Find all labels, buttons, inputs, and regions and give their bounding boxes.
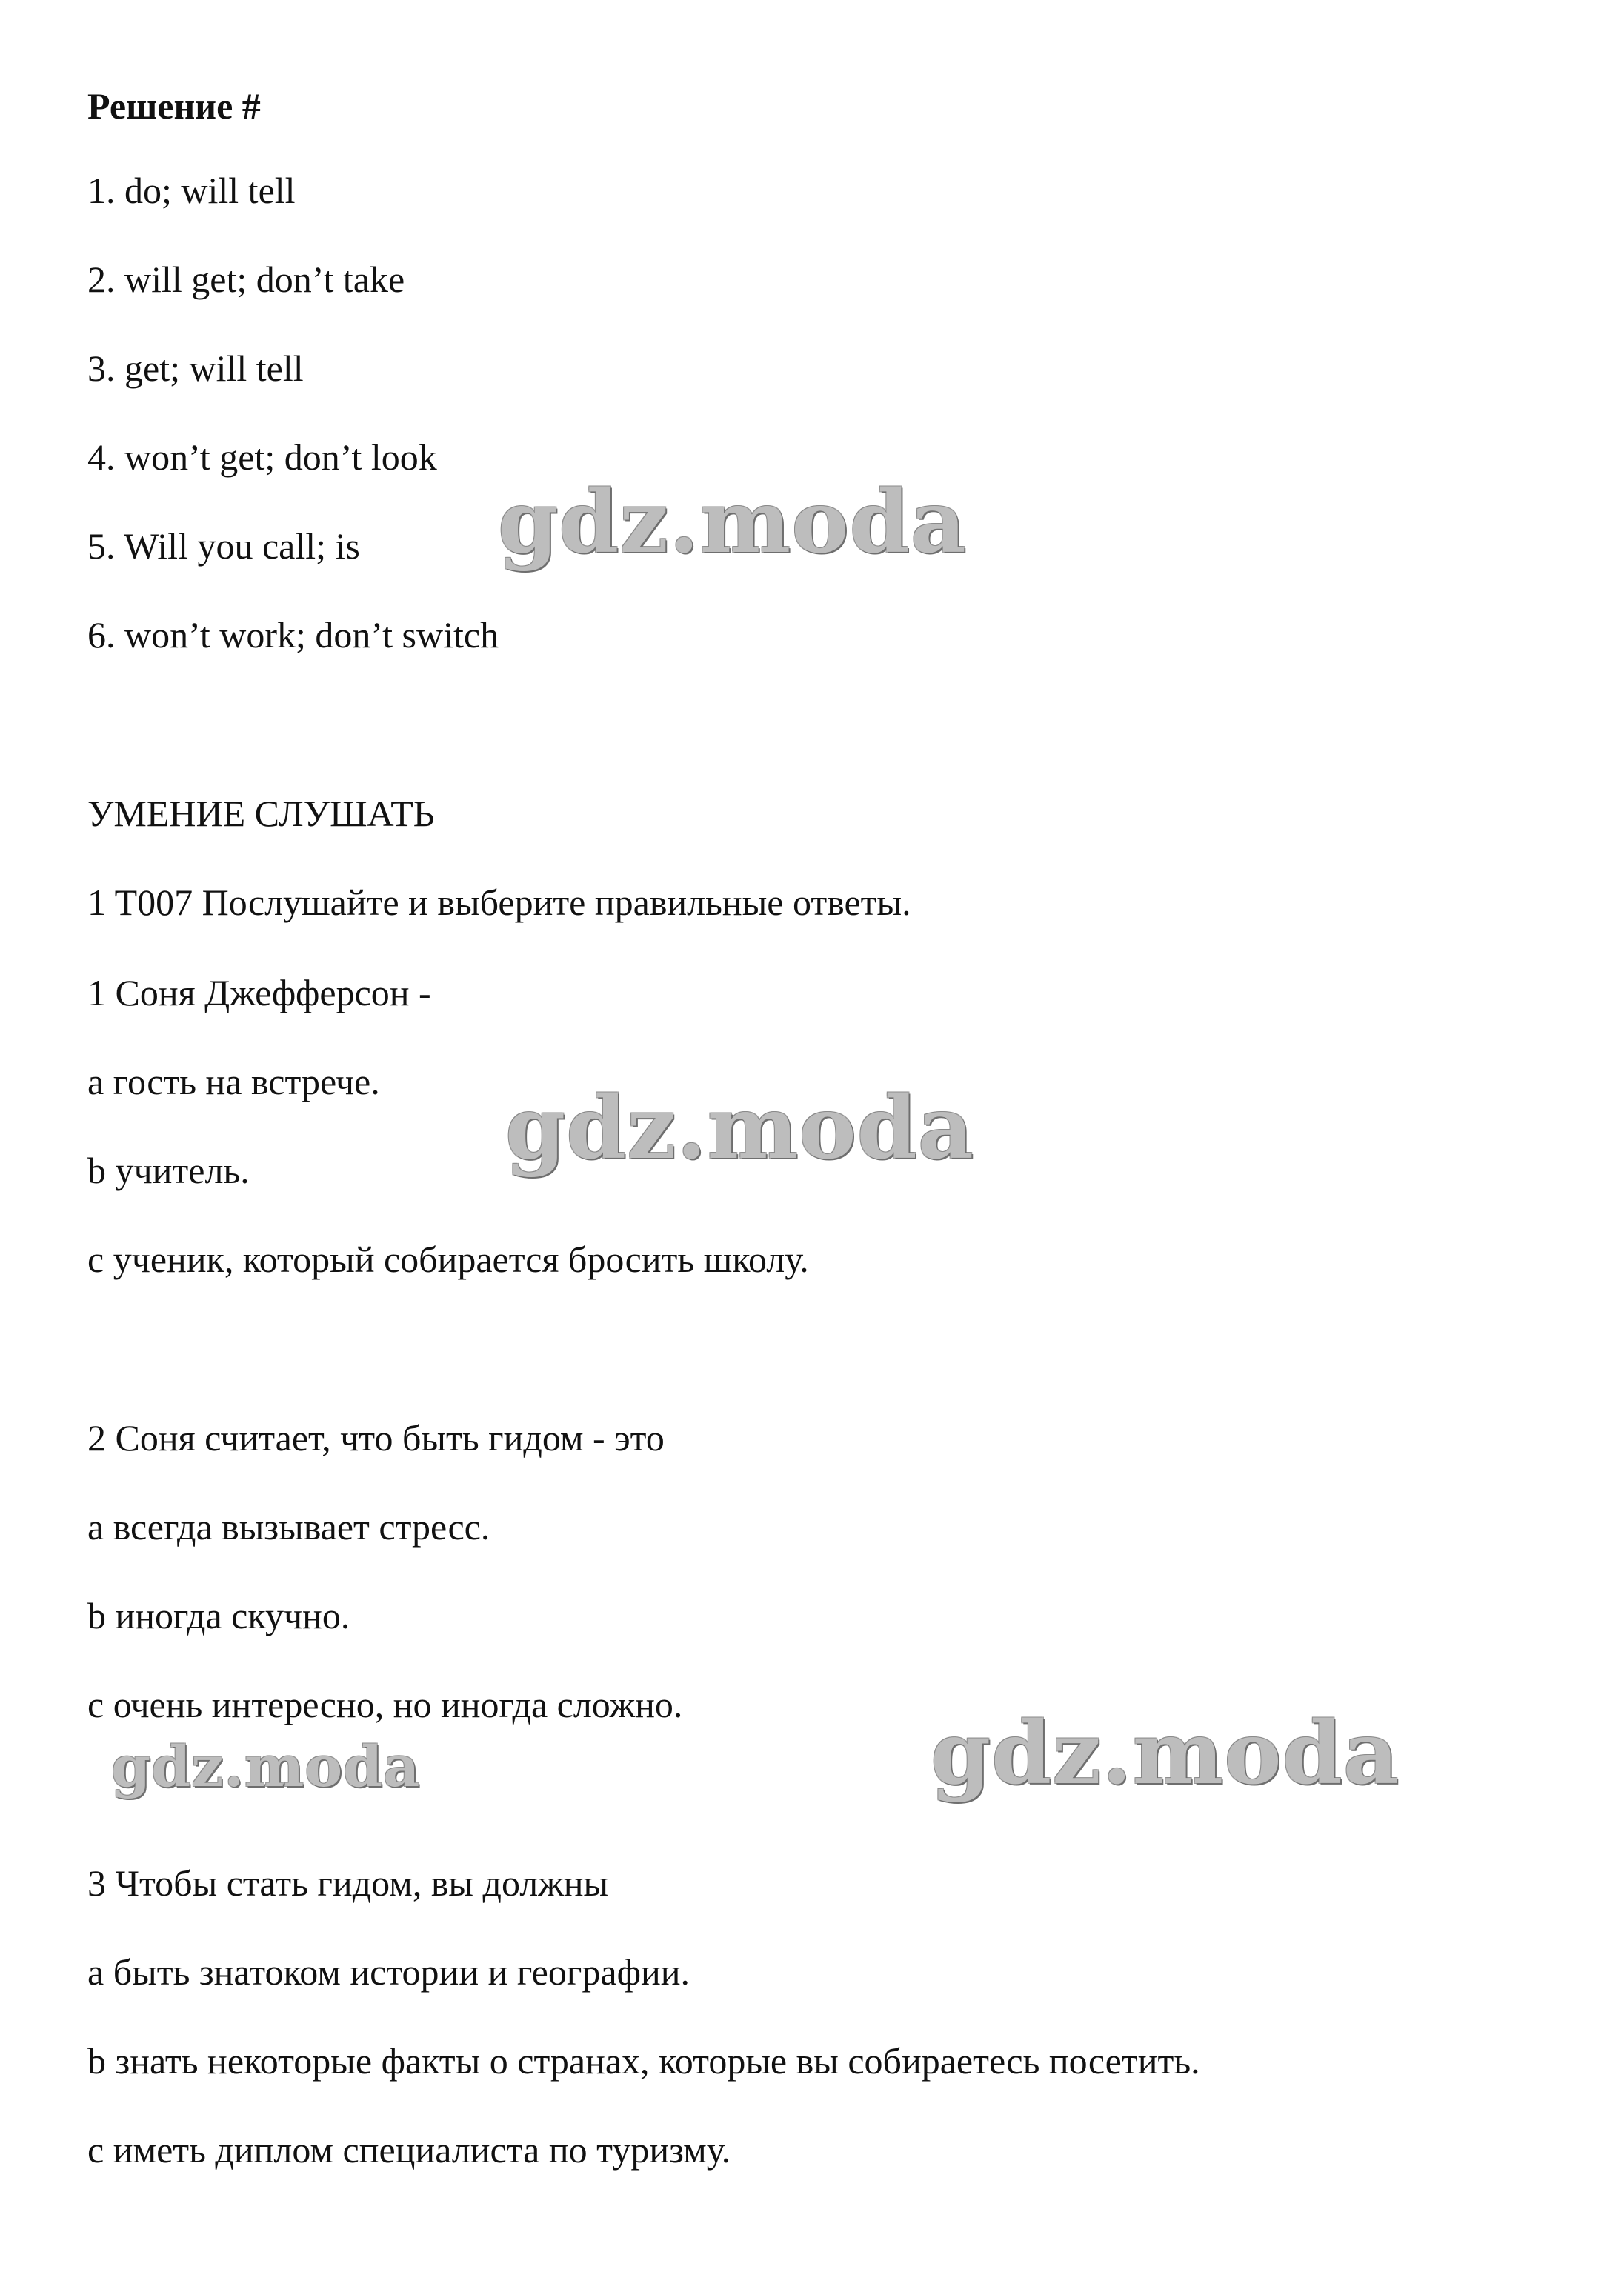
question-option: а гость на встрече. xyxy=(87,1061,380,1102)
answer-item: 4. won’t get; don’t look xyxy=(87,436,437,478)
answer-item: 1. do; will tell xyxy=(87,170,296,211)
question-option: c ученик, который собирается бросить школу. xyxy=(87,1239,809,1280)
watermark-logo: gdz.moda xyxy=(505,1078,974,1179)
watermark-logo: gdz.moda xyxy=(111,1733,421,1799)
question-prompt: 3 Чтобы стать гидом, вы должны xyxy=(87,1862,609,1904)
answer-item: 2. will get; don’t take xyxy=(87,259,405,300)
question-option: b знать некоторые факты о странах, которые вы собираетесь посетить. xyxy=(87,2040,1200,2082)
page-heading: Решение # xyxy=(87,85,261,127)
question-option: а всегда вызывает стресс. xyxy=(87,1506,490,1548)
answer-item: 3. get; will tell xyxy=(87,347,304,389)
watermark-logo: gdz.moda xyxy=(931,1703,1400,1804)
answer-item: 5. Will you call; is xyxy=(87,525,360,567)
answer-item: 6. won’t work; don’t switch xyxy=(87,614,499,656)
section-title: УМЕНИЕ СЛУШАТЬ xyxy=(87,793,435,834)
question-option: b учитель. xyxy=(87,1150,250,1191)
question-option: c очень интересно, но иногда сложно. xyxy=(87,1684,683,1725)
question-option: c иметь диплом специалиста по туризму. xyxy=(87,2129,731,2171)
question-option: b иногда скучно. xyxy=(87,1595,350,1636)
question-option: а быть знатоком истории и географии. xyxy=(87,1951,690,1993)
watermark-logo: gdz.moda xyxy=(498,472,967,573)
section-instruction: 1 T007 Послушайте и выберите правильные ответы. xyxy=(87,882,911,923)
question-prompt: 1 Соня Джефферсон - xyxy=(87,972,431,1013)
question-prompt: 2 Соня считает, что быть гидом - это xyxy=(87,1417,665,1459)
